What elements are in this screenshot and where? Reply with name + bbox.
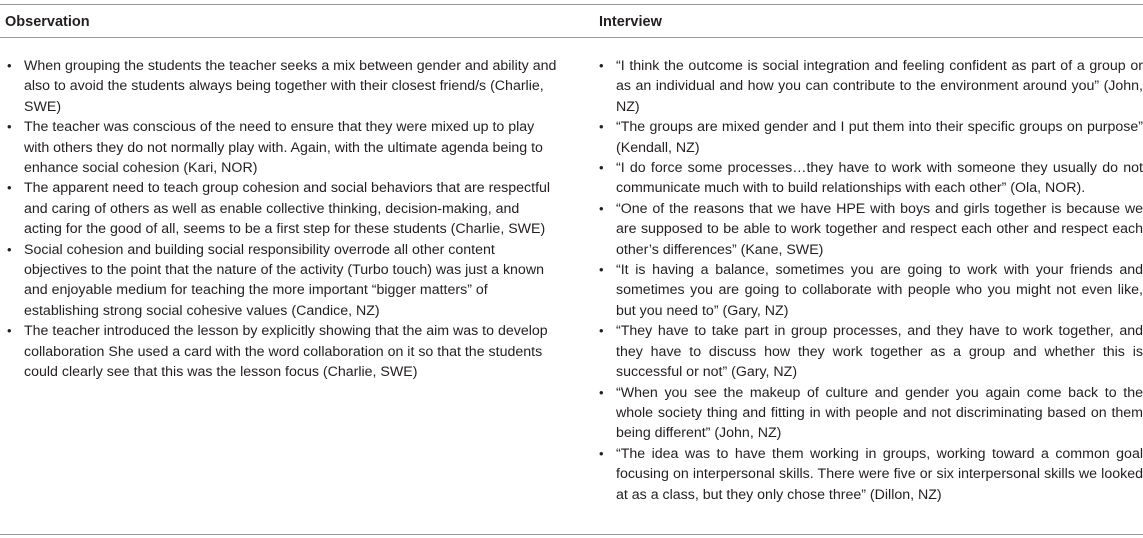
observation-text: The teacher introduced the lesson by explicitly showing that the aim was to develop collaboration She used a card with the word collaboration on it so that the students could clearly see that this was the lesson focus (Charlie, SWE)	[24, 323, 548, 381]
interview-text: “The groups are mixed gender and I put them into their specific groups on purpose” (Kendall, NZ)	[616, 119, 1143, 156]
list-item	[5, 178, 560, 239]
observation-text: The teacher was conscious of the need to ensure that they were mixed up to play with others they do not normally play with. Again, with the ultimate agenda being to enhance social cohesion (Kari, NOR)	[24, 119, 543, 177]
bullet-icon: •	[599, 160, 604, 176]
interview-text: “One of the reasons that we have HPE with boys and girls together is because we are supposed to be able to work together and respect each other and respect each other’s differences” (Kane, SWE)	[616, 200, 1143, 258]
header-rule	[0, 37, 1143, 38]
list-item	[597, 444, 1143, 505]
list-item	[597, 260, 1143, 321]
interview-header: Interview	[599, 14, 662, 30]
bullet-icon: •	[599, 200, 604, 216]
bullet-icon: •	[599, 384, 604, 400]
observation-list	[5, 56, 560, 383]
list-item	[5, 321, 560, 382]
list-item	[597, 321, 1143, 382]
list-item	[5, 56, 560, 117]
interview-text: “When you see the makeup of culture and gender you again come back to the whole society thing and fitting in with people and not discriminating based on them being different” (John, NZ)	[616, 384, 1143, 442]
list-item	[597, 158, 1143, 199]
bullet-icon: •	[7, 241, 12, 257]
list-item	[597, 199, 1143, 260]
interview-text: “It is having a balance, sometimes you are going to work with your friends and sometimes you are going to collaborate with people who you might not even like, but you need to” (Gary, NZ)	[616, 262, 1143, 319]
bullet-icon: •	[599, 119, 604, 135]
list-item	[5, 240, 560, 322]
observation-text: Social cohesion and building social responsibility overrode all other content objectives to the point that the nature of the activity (Turbo touch) was just a known and enjoyable medium for teaching the more important “bigger matters” of establishing strong social cohesive values (Candice, NZ)	[24, 241, 544, 319]
bullet-icon: •	[7, 119, 12, 135]
bullet-icon: •	[7, 180, 12, 196]
table-bottom-rule	[0, 534, 1143, 535]
bullet-icon: •	[7, 58, 12, 73]
interview-text: “The idea was to have them working in groups, working toward a common goal focusing on interpersonal skills. There were five or six interpersonal skills we looked at as a class, but they only chose three” (Dillon, NZ)	[616, 445, 1143, 503]
table-top-rule	[0, 4, 1143, 5]
observation-text: The apparent need to teach group cohesion and social behaviors that are respectful and caring of others as well as enable collective thinking, decision-making, and acting for the good of all, seems to be a first step for these students (Charlie, SWE)	[24, 180, 551, 238]
bullet-icon: •	[599, 58, 604, 73]
interview-list	[597, 56, 1143, 505]
observation-text: When grouping the students the teacher seeks a mix between gender and ability and also to avoid the students always being together with their closest friend/s (Charlie, SWE)	[24, 58, 557, 115]
interview-text: “I think the outcome is social integration and feeling confident as part of a group or as an individual and how you can contribute to the environment around you” (John, NZ)	[616, 58, 1143, 115]
list-item	[597, 56, 1143, 117]
bullet-icon: •	[599, 445, 604, 461]
bullet-icon: •	[599, 262, 604, 278]
bullet-icon: •	[599, 323, 604, 339]
list-item	[5, 117, 560, 178]
interview-text: “They have to take part in group processes, and they have to work together, and they have to discuss how they work together as a group and whether this is successful or not” (Gary, NZ)	[616, 323, 1143, 381]
interview-text: “I do force some processes…they have to work with someone they usually do not communicate much with to build relationships with each other” (Ola, NOR).	[616, 160, 1143, 197]
list-item	[597, 383, 1143, 444]
list-item	[597, 117, 1143, 158]
bullet-icon: •	[7, 323, 12, 339]
observation-header: Observation	[5, 14, 90, 30]
